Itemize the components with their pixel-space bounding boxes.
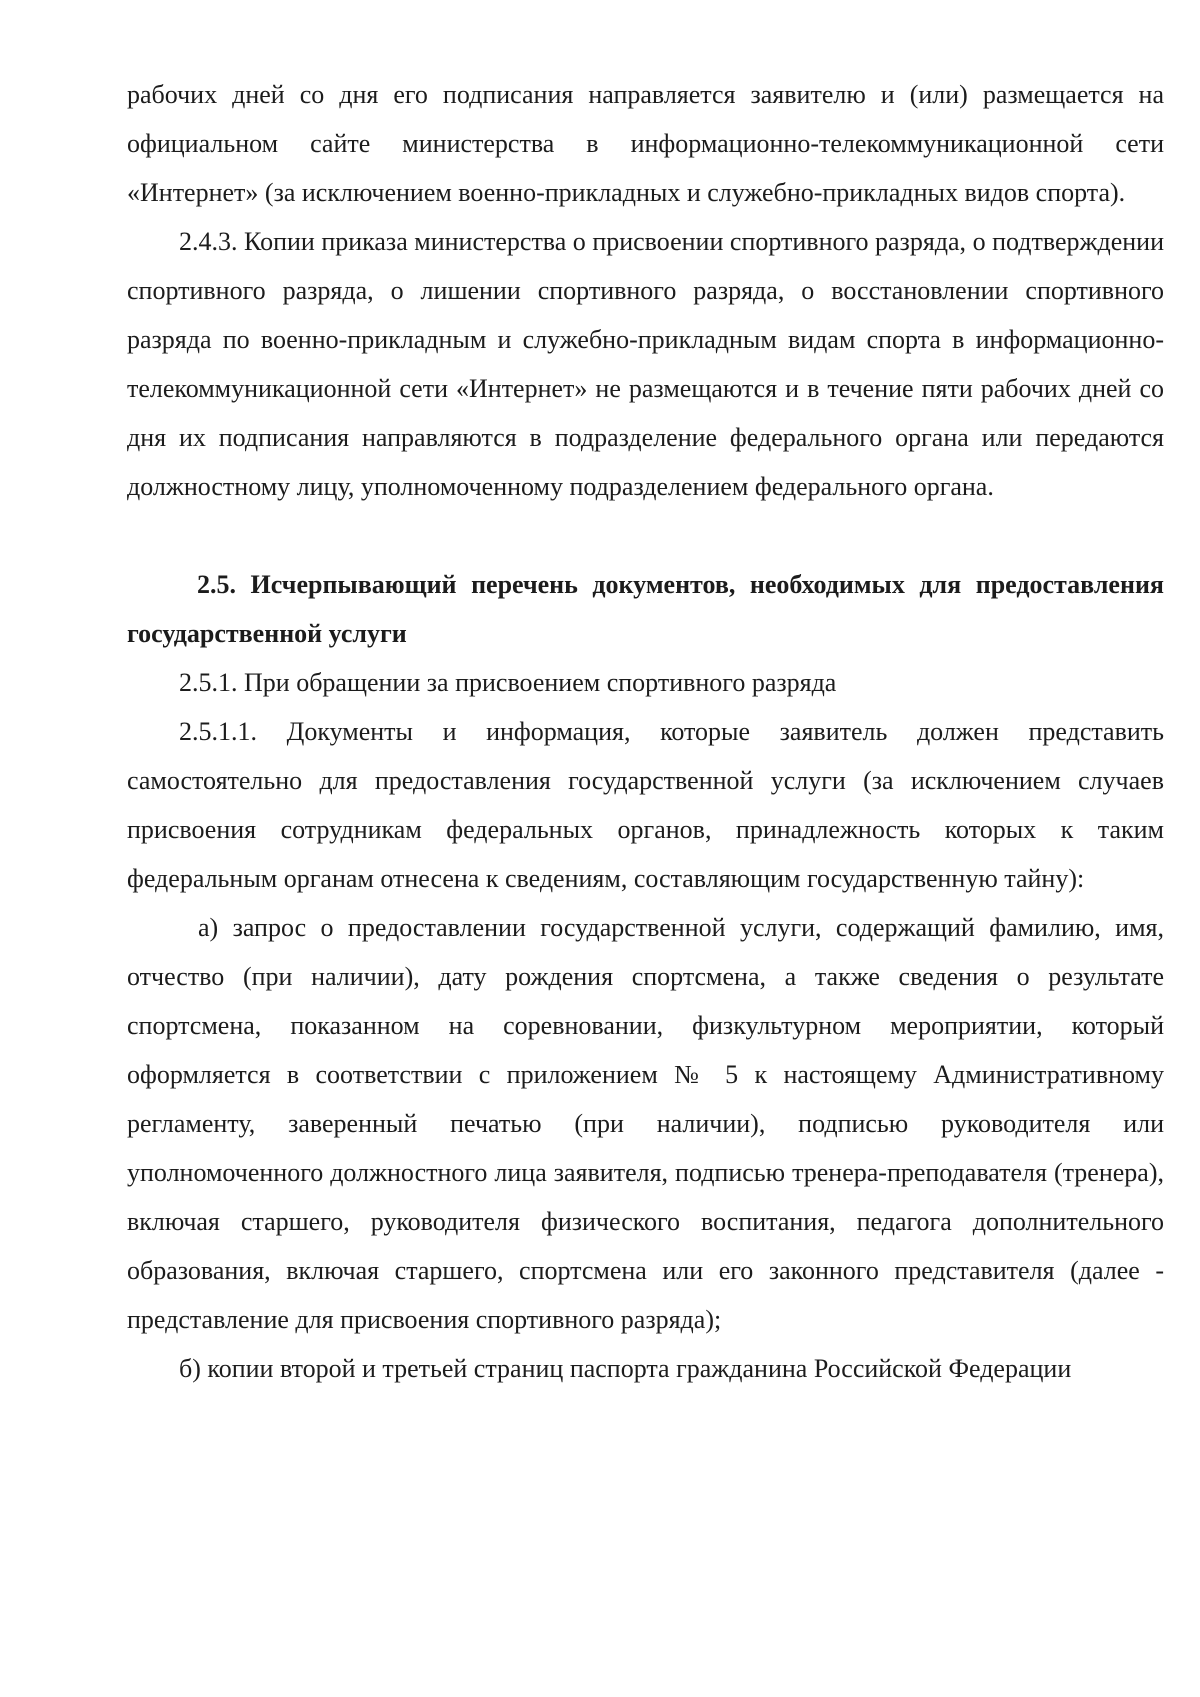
- paragraph-item-b: б) копии второй и третьей страниц паспорта гражданина Российской Федерации: [179, 1354, 1072, 1383]
- paragraph-2-5-1: 2.5.1. При обращении за присвоением спортивного разряда: [179, 668, 837, 697]
- document-page: [127, 70, 1164, 1393]
- paragraph-2-5-1-1: 2.5.1.1. Документы и информация, которые заявитель должен представить самостоятельно для предоставления государственной услуги (за исключением случаев присвоения сотрудникам федеральных органов, принадлежность которых к таким федеральным органам отнесена к сведениям, составляющим государственную тайну):: [127, 717, 1164, 893]
- section-heading-2-5: 2.5. Исчерпывающий перечень документов, необходимых для предоставления государственной услуги: [127, 570, 1164, 648]
- paragraph-item-a: а) запрос о предоставлении государственной услуги, содержащий фамилию, имя, отчество (при наличии), дату рождения спортсмена, а также сведения о результате спортсмена, показанном на соревновании, физкультурном мероприятии, который оформляется в соответствии с приложением № 5 к настоящему Административному регламенту, заверенный печатью (при наличии), подписью руководителя или уполномоченного должностного лица заявителя, подписью тренера-преподавателя (тренера), включая старшего, руководителя физического воспитания, педагога дополнительного образования, включая старшего, спортсмена или его законного представителя (далее - представление для присвоения спортивного разряда);: [127, 913, 1164, 1334]
- paragraph-2-4-3: 2.4.3. Копии приказа министерства о присвоении спортивного разряда, о подтверждении спортивного разряда, о лишении спортивного разряда, о восстановлении спортивного разряда по военно-прикладным и служебно-прикладным видам спорта в информационно-телекоммуникационной сети «Интернет» не размещаются и в течение пяти рабочих дней со дня их подписания направляются в подразделение федерального органа или передаются должностному лицу, уполномоченному подразделением федерального органа.: [127, 227, 1164, 501]
- paragraph-continuation: рабочих дней со дня его подписания направляется заявителю и (или) размещается на официальном сайте министерства в информационно-телекоммуникационной сети «Интернет» (за исключением военно-прикладных и служебно-прикладных видов спорта).: [127, 80, 1164, 207]
